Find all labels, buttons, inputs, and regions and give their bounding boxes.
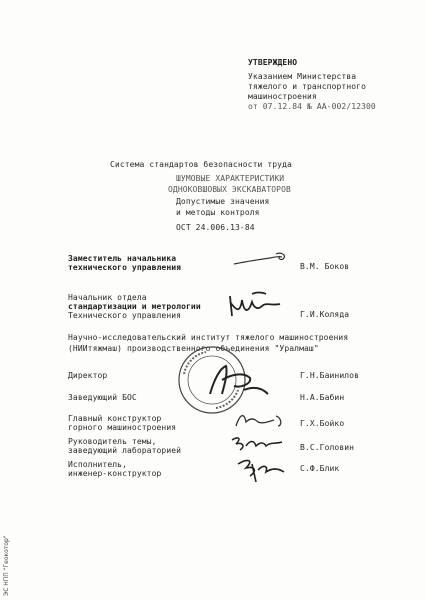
staff-position: Заведующий БОС bbox=[68, 393, 137, 402]
staff-name: Г.Н.Баинилов bbox=[300, 371, 359, 380]
document-code: ОСТ 24.006.13-84 bbox=[176, 223, 255, 232]
signature-mark bbox=[226, 290, 284, 320]
approval-title: УТВЕРЖДЕНО bbox=[248, 58, 298, 67]
staff-position: горного машиностроения bbox=[68, 423, 177, 432]
series-title: Система стандартов безопасности труда bbox=[110, 160, 292, 169]
signatory-position: Заместитель начальника bbox=[68, 254, 177, 263]
signature-mark bbox=[232, 408, 288, 432]
staff-name: Н.А.Бабин bbox=[300, 393, 345, 402]
signatory-name: В.М. Боков bbox=[300, 262, 350, 271]
approval-line: Указанием Министерства bbox=[248, 72, 357, 81]
document-title: ОДНОКОВШОВЫХ ЭКСКАВАТОРОВ bbox=[168, 185, 291, 194]
approval-line: машиностроения bbox=[248, 92, 317, 101]
staff-position: Руководитель темы, bbox=[68, 437, 157, 446]
signatory-name: Г.И.Коляда bbox=[300, 310, 350, 319]
staff-position: Директор bbox=[68, 371, 108, 380]
approval-line: тяжелого и транспортного bbox=[248, 82, 366, 91]
staff-position: Исполнитель, bbox=[68, 460, 127, 469]
institute-line: Научно-исследовательский институт тяжелого машиностроения bbox=[68, 333, 349, 342]
document-title: ШУМОВЫЕ ХАРАКТЕРИСТИКИ bbox=[176, 174, 285, 183]
approval-line: от 07.12.84 № АА-002/12300 bbox=[248, 102, 376, 111]
sidebar-watermark: ЭС НПП "Геокотор" bbox=[3, 535, 10, 596]
signature-mark bbox=[204, 360, 274, 402]
staff-position: Главный конструктор bbox=[68, 414, 162, 423]
signature-mark bbox=[228, 432, 288, 454]
staff-name: В.С.Головин bbox=[300, 443, 355, 452]
staff-name: С.Ф.Блик bbox=[300, 464, 340, 473]
staff-position: инженер-конструктор bbox=[68, 469, 162, 478]
document-title: и методы контроля bbox=[176, 208, 260, 217]
signatory-position: стандартизации и метрологии bbox=[68, 302, 201, 311]
staff-position: заведующий лабораторией bbox=[68, 446, 182, 455]
document-title: Допустимые значения bbox=[176, 197, 270, 206]
signatory-position: технического управления bbox=[68, 263, 182, 272]
signatory-position: Технического управления bbox=[68, 311, 182, 320]
staff-name: Г.Х.Бойко bbox=[300, 419, 345, 428]
institute-line: (НИИтяжмаш) производственного объединения "Уралмаш" bbox=[68, 344, 319, 353]
signature-mark bbox=[232, 248, 292, 270]
signatory-position: Начальник отдела bbox=[68, 293, 147, 302]
signature-mark bbox=[232, 454, 292, 488]
